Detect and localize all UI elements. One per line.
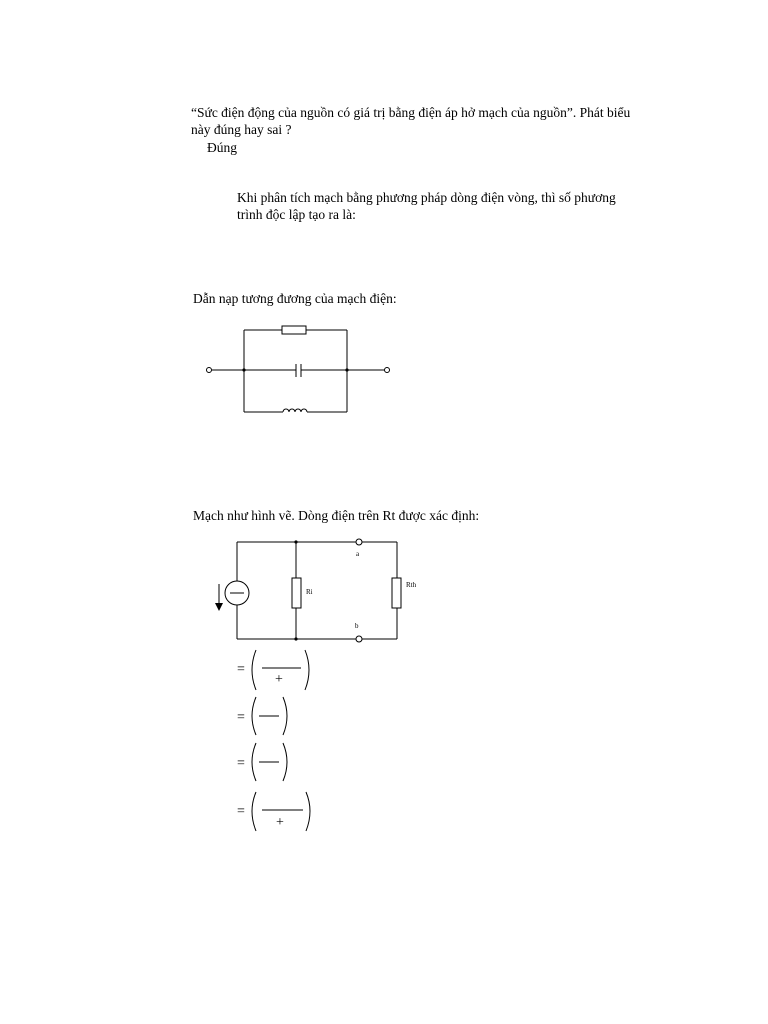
option-3-eq: = — [237, 756, 245, 771]
q2-line2: trình độc lập tạo ra là: — [237, 207, 356, 222]
node-a — [356, 539, 362, 545]
current-source-symbol — [225, 581, 249, 605]
q1-answer: Đúng — [207, 140, 237, 155]
q1-line1: “Sức điện động của nguồn có giá trị bằng điện áp hở mạch của nguồn”. Phát biểu — [191, 105, 631, 120]
node-b — [356, 636, 362, 642]
terminal-right — [385, 368, 390, 373]
rth-label: Rth — [406, 581, 417, 589]
q2-line1: Khi phân tích mạch bằng phương pháp dòng điện vòng, thì số phương — [237, 190, 616, 205]
inductor-coil — [283, 409, 307, 412]
q4-title: Mạch như hình vẽ. Dòng điện trên Rt được xác định: — [193, 508, 480, 523]
option-1-eq: = — [237, 662, 245, 677]
option-4-den: + — [276, 815, 284, 830]
resistor-ri — [292, 578, 301, 608]
q1-line2: này đúng hay sai ? — [191, 122, 292, 137]
option-2-eq: = — [237, 710, 245, 725]
node-b-label: b — [355, 622, 359, 630]
terminal-left — [207, 368, 212, 373]
option-4-eq: = — [237, 804, 245, 819]
q3-title: Dẫn nạp tương đương của mạch điện: — [193, 291, 397, 306]
node-a-label: a — [356, 550, 360, 558]
resistor-rt — [392, 578, 401, 608]
arrow-down-icon — [215, 603, 223, 611]
option-1-den: + — [275, 672, 283, 687]
resistor-symbol — [282, 326, 306, 334]
ri-label: Ri — [306, 588, 313, 596]
